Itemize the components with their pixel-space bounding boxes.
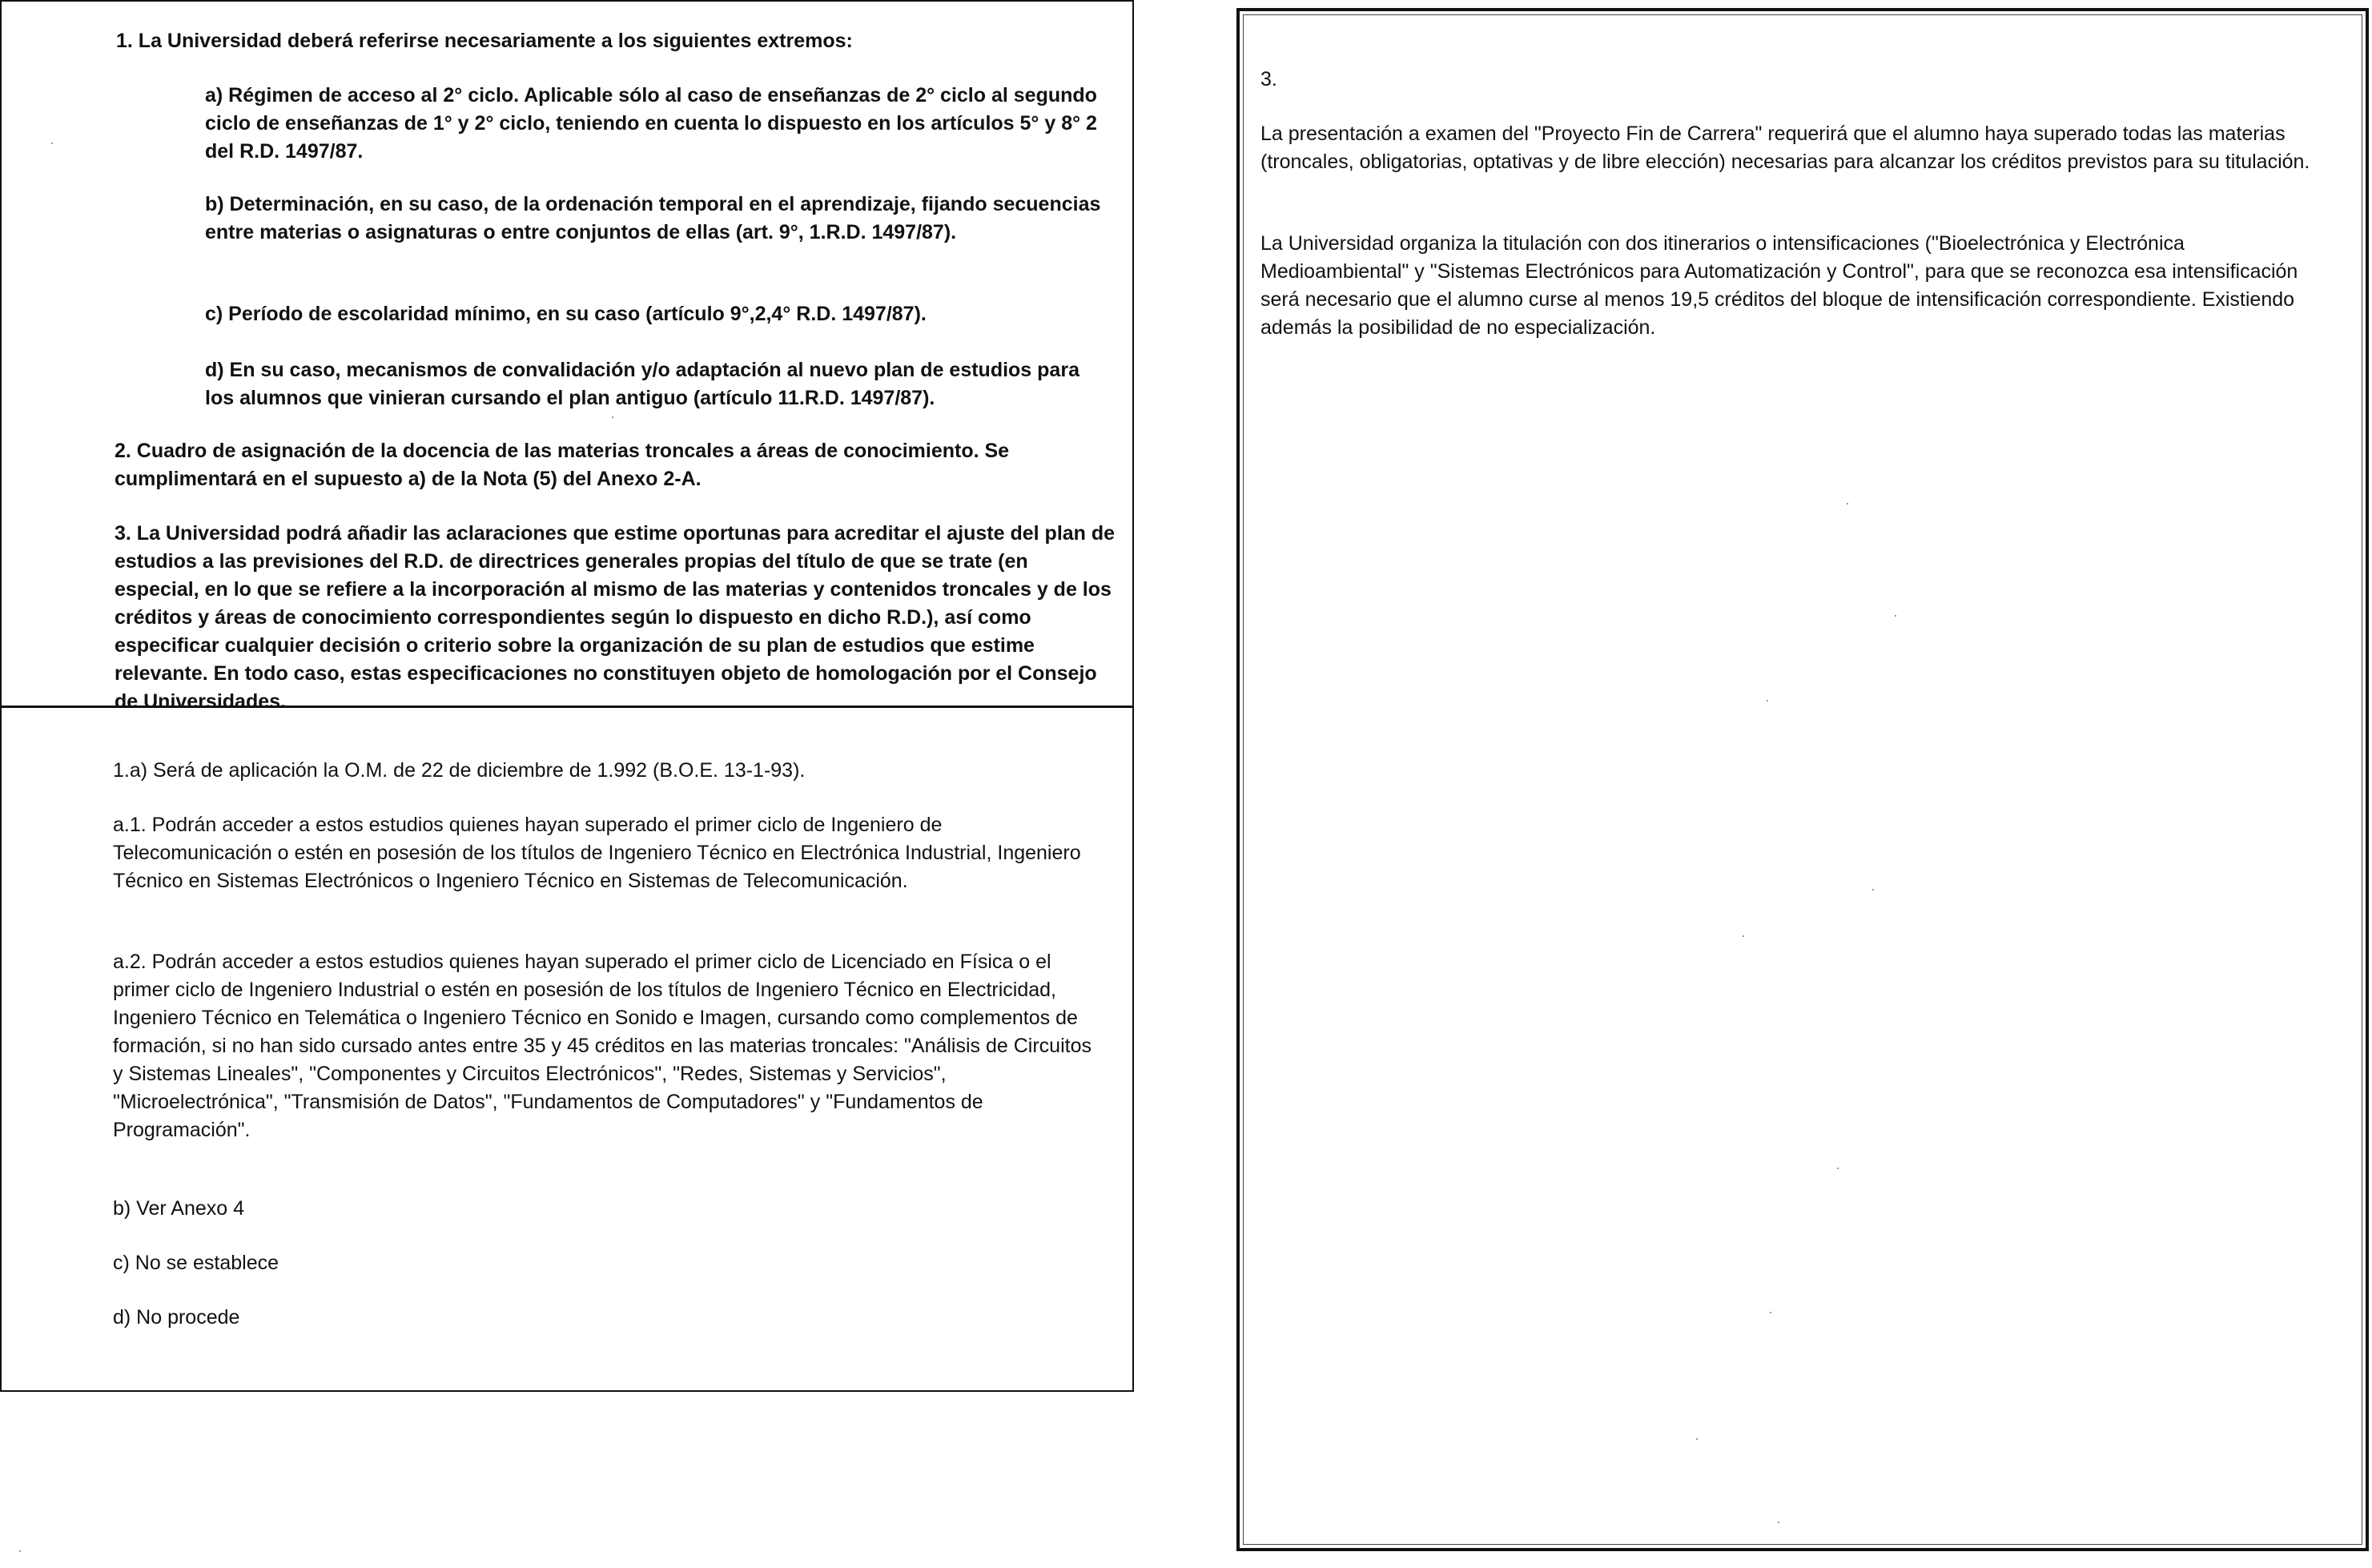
scan-speck [1743,935,1744,937]
answers-box [0,708,1134,1392]
right-paragraph-1: La presentación a examen del "Proyecto Fin de Carrera" requerirá que el alumno haya superado todas las materias (troncales, obligatorias, optativas y de libre elección) necesarias para alcanzar los créditos previstos para su titulación. [1260,123,2310,173]
instructions-box [0,0,1134,713]
scan-speck [19,1550,21,1552]
scan-speck [612,416,613,418]
instruction-item-1c: c) Período de escolaridad mínimo, en su caso (artículo 9°,2,4° R.D. 1497/87). [205,303,927,325]
right-paragraph-2: La Universidad organiza la titulación con dos itinerarios o intensificaciones ("Bioelectrónica y Electrónica Medioambiental" y "Sistemas Electrónicos para Automatización y Control", para que se reconozca esa intensificación será necesario que el alumno curse al menos 19,5 créditos del bloque de intensificación correspondiente. Existiendo además la posibilidad de no especialización. [1260,232,2298,339]
scan-speck [1778,1522,1779,1523]
instruction-item-1: 1. La Universidad deberá referirse necesariamente a los siguientes extremos: [116,30,853,52]
answer-c: c) No se establece [113,1252,279,1274]
answer-1a: 1.a) Será de aplicación la O.M. de 22 de diciembre de 1.992 (B.O.E. 13-1-93). [113,759,806,782]
scan-speck [1847,503,1848,505]
scan-speck [1872,889,1874,891]
scan-speck [1770,1312,1771,1313]
answer-a1: a.1. Podrán acceder a estos estudios quienes hayan superado el primer ciclo de Ingeniero de Telecomunicación o estén en posesión de los títulos de Ingeniero Técnico en Electrónica Industrial, Ingeniero Técnico en Sistemas Electrónicos o Ingeniero Técnico en Sistemas de Telecomunicación. [113,814,1081,892]
instruction-item-1d: d) En su caso, mecanismos de convalidación y/o adaptación al nuevo plan de estudios para los alumnos que vinieran cursando el plan antiguo (artículo 11.R.D. 1497/87). [205,359,1079,409]
right-section-number: 3. [1260,68,1277,90]
scan-speck [1767,700,1768,702]
answer-a2: a.2. Podrán acceder a estos estudios quienes hayan superado el primer ciclo de Licenciado en Física o el primer ciclo de Ingeniero Industrial o estén en posesión de los títulos de Ingeniero Técnico en Electricidad, Ingeniero Técnico en Telemática o Ingeniero Técnico en Sonido e Imagen, cursando como complementos de formación, si no han sido cursado antes entre 35 y 45 créditos en las materias troncales: "Análisis de Circuitos y Sistemas Lineales", "Componentes y Circuitos Electrónicos", "Redes, Sistemas y Servicios", "Microelectrónica", "Transmisión de Datos", "Fundamentos de Computadores" y "Fundamentos de Programación". [113,951,1092,1141]
answer-d: d) No procede [113,1306,240,1329]
scan-speck [1696,1438,1698,1440]
instruction-item-3: 3. La Universidad podrá añadir las aclaraciones que estime oportunas para acreditar el ajuste del plan de estudios a las previsiones del R.D. de directrices generales propias del título de que se trate (en especial, en lo que se refiere a la incorporación al mismo de las materias y contenidos troncales y de los créditos y áreas de conocimiento correspondientes según lo dispuesto en dicho R.D.), así como especificar cualquier decisión o criterio sobre la organización de su plan de estudios que estime relevante. En todo caso, estas especificaciones no constituyen objeto de homologación por el Consejo de Universidades. [115,522,1116,713]
scan-speck [1895,615,1896,617]
scan-speck [51,143,53,144]
answer-b: b) Ver Anexo 4 [113,1197,245,1220]
instruction-item-1b: b) Determinación, en su caso, de la ordenación temporal en el aprendizaje, fijando secuencias entre materias o asignaturas o entre conjuntos de ellas (art. 9°, 1.R.D. 1497/87). [205,193,1101,243]
instruction-item-2: 2. Cuadro de asignación de la docencia de las materias troncales a áreas de conocimiento. Se cumplimentará en el supuesto a) de la Nota (5) del Anexo 2-A. [115,440,1010,490]
scan-speck [1837,1168,1839,1169]
instruction-item-1a: a) Régimen de acceso al 2° ciclo. Aplicable sólo al caso de enseñanzas de 2° ciclo al segundo ciclo de enseñanzas de 1° y 2° ciclo, teniendo en cuenta lo dispuesto en los artículos 5° y 8° 2 del R.D. 1497/87. [205,84,1097,163]
